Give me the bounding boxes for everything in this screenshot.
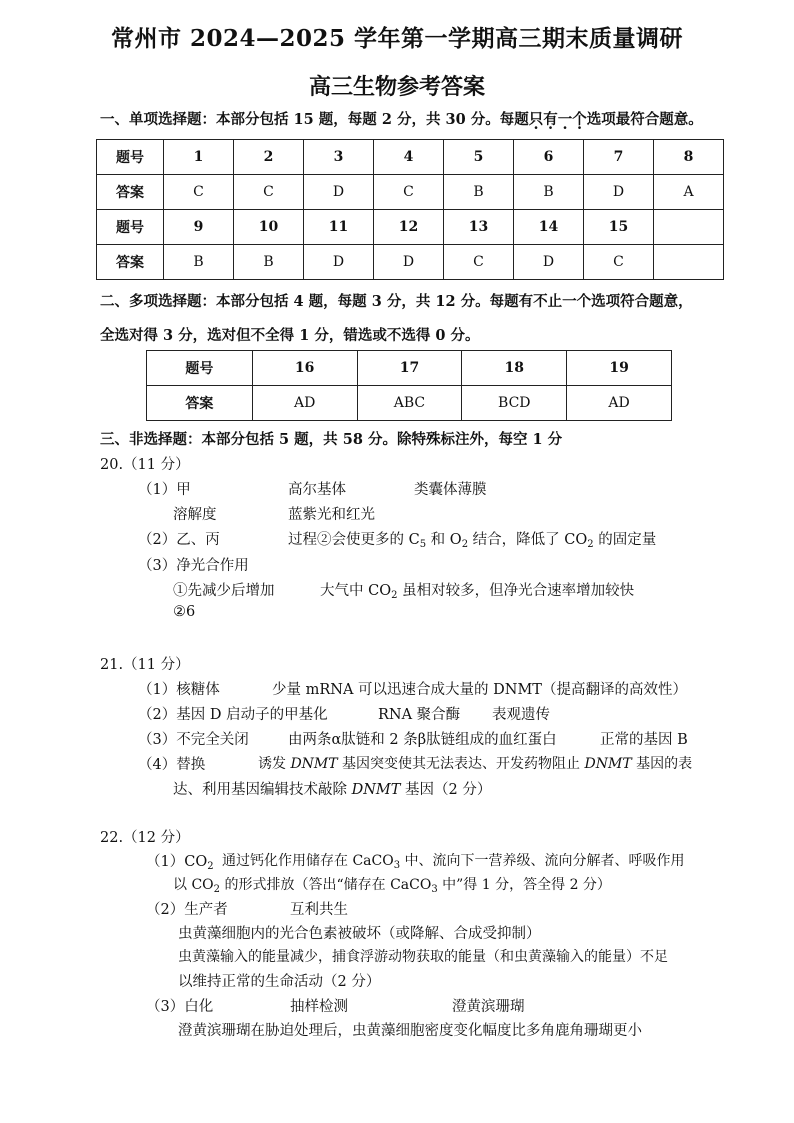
table-cell: BCD: [462, 386, 567, 421]
table-cell: 2: [234, 140, 304, 175]
table-cell: C: [444, 245, 514, 280]
row-label: 答案: [147, 386, 253, 421]
q20-p3-b: ①先减少后增加: [173, 583, 275, 599]
table-row: [147, 351, 672, 386]
q20-p3-a: （3）净光合作用: [138, 558, 249, 574]
q22-p1-a: $(1)CO_2$: [146, 854, 214, 872]
q21-p3-c: 正常的基因 B: [600, 732, 688, 748]
q22-label: 22.（12 分）: [100, 830, 190, 846]
table-row: [97, 140, 724, 175]
table-cell: 13: [444, 210, 514, 245]
table-cell: [654, 210, 724, 245]
table-cell: ABC: [357, 386, 462, 421]
row-label: 题号: [147, 351, 253, 386]
q20-p1-e: 蓝紫光和红光: [288, 507, 375, 523]
table-row: [97, 175, 724, 210]
q22-p2-d: 虫黄藻输入的能量减少，捕食浮游动物获取的能量（和虫黄藻输入的能量）不足: [178, 949, 668, 965]
q22-p3-a: （3）白化: [146, 999, 214, 1015]
q20-label: 20.（11 分）: [100, 457, 190, 473]
table-cell: 15: [584, 210, 654, 245]
q22-p3-c: 澄黄滨珊瑚: [452, 999, 525, 1015]
q22-p3-d: 澄黄滨珊瑚在胁迫处理后，虫黄藻细胞密度变化幅度比多角鹿角珊瑚更小: [178, 1023, 642, 1039]
section1-heading-pre: 一、单项选择题：本部分包括 15 题，每题 2 分，共 30 分。每题: [100, 111, 529, 128]
table-cell: B: [514, 175, 584, 210]
table-cell: B: [234, 245, 304, 280]
section2-heading-line2: 全选对得 3 分，选对但不全得 1 分，错选或不选得 0 分。: [100, 327, 480, 344]
table-cell: 3: [304, 140, 374, 175]
table-cell: AD: [252, 386, 357, 421]
q22-p2-e: 以维持正常的生命活动（2 分）: [178, 974, 381, 990]
table-cell: AD: [567, 386, 672, 421]
table-cell: C: [234, 175, 304, 210]
section3-heading: 三、非选择题：本部分包括 5 题，共 58 分。除特殊标注外，每空 1 分: [100, 431, 563, 448]
q22-p1-c: 以 $CO_2$ 的形式排放（答出“储存在 CaCO$_3$ 中”得 1 分，答全得 2 分）: [173, 877, 611, 895]
table-cell: D: [584, 175, 654, 210]
table-cell: 16: [252, 351, 357, 386]
q20-p1-b: 高尔基体: [288, 482, 346, 498]
table-cell: D: [304, 245, 374, 280]
section1-heading-post: 选项最符合题意。: [586, 111, 703, 128]
table-cell: 4: [374, 140, 444, 175]
row-label: 题号: [97, 210, 164, 245]
page-title: 常州市 2024—2025 学年第一学期高三期末质量调研: [110, 25, 684, 52]
q20-p1-c: 类囊体薄膜: [414, 482, 487, 498]
q21-p1-b: 少量 mRNA 可以迅速合成大量的 DNMT（提高翻译的高效性）: [272, 682, 687, 698]
q21-p4-a: （4）替换: [138, 757, 206, 773]
table-cell: 19: [567, 351, 672, 386]
q22-p3-b: 抽样检测: [290, 999, 348, 1015]
q22-p2-a: （2）生产者: [146, 902, 228, 918]
q20-p1-a: （1）甲: [138, 482, 191, 498]
multiple-choice-table: [146, 350, 672, 421]
table-cell: 1: [164, 140, 234, 175]
row-label: 答案: [97, 175, 164, 210]
q22-p2-b: 互利共生: [290, 902, 348, 918]
table-cell: 11: [304, 210, 374, 245]
table-cell: 17: [357, 351, 462, 386]
q20-p3-c: 大气中 $CO_2$ 虽相对较多，但净光合速率增加较快: [320, 583, 635, 601]
q22-p1-b: 通过钙化作用储存在 CaCO$_3$ 中、流向下一营养级、流向分解者、呼吸作用: [222, 853, 685, 871]
table-cell: C: [374, 175, 444, 210]
table-row: [97, 210, 724, 245]
q21-p4-b: 诱发 DNMT 基因突变使其无法表达、开发药物阻止 DNMT 基因的表: [258, 756, 693, 772]
table-cell: B: [164, 245, 234, 280]
table-cell: 5: [444, 140, 514, 175]
q21-p2-a: （2）基因 D 启动子的甲基化: [138, 707, 328, 723]
single-choice-table: [96, 139, 724, 280]
table-cell: 18: [462, 351, 567, 386]
table-cell: C: [164, 175, 234, 210]
q21-p4-c: 达、利用基因编辑技术敲除 DNMT 基因（2 分）: [173, 782, 492, 798]
table-row: [97, 245, 724, 280]
section2-heading-line1: 二、多项选择题：本部分包括 4 题，每题 3 分，共 12 分。每题有不止一个选项符合题意，: [100, 293, 693, 310]
table-cell: [654, 245, 724, 280]
section1-heading: [100, 108, 703, 129]
q20-p2-b: 过程②会使更多的 $C_5$ 和 $O_2$ 结合，降低了 $CO_2$ 的固定量: [288, 532, 657, 550]
table-cell: D: [374, 245, 444, 280]
table-cell: 6: [514, 140, 584, 175]
table-cell: 8: [654, 140, 724, 175]
table-row: [147, 386, 672, 421]
q20-p2-a: （2）乙、丙: [138, 532, 220, 548]
table-cell: 14: [514, 210, 584, 245]
q20-p1-d: 溶解度: [173, 507, 217, 523]
page-subtitle: 高三生物参考答案: [308, 74, 485, 100]
q21-p3-b: 由两条α肽链和 2 条β肽链组成的血红蛋白: [288, 732, 557, 748]
q20-p3-d: ②6: [173, 604, 196, 620]
q21-label: 21.（11 分）: [100, 657, 190, 673]
table-cell: D: [514, 245, 584, 280]
row-label: 题号: [97, 140, 164, 175]
q21-p2-c: 表观遗传: [492, 707, 550, 723]
table-cell: B: [444, 175, 514, 210]
q22-p2-c: 虫黄藻细胞内的光合色素被破坏（或降解、合成受抑制）: [178, 926, 541, 942]
table-cell: A: [654, 175, 724, 210]
table-cell: C: [584, 245, 654, 280]
table-cell: D: [304, 175, 374, 210]
table-cell: 10: [234, 210, 304, 245]
table-cell: 12: [374, 210, 444, 245]
row-label: 答案: [97, 245, 164, 280]
q21-p3-a: （3）不完全关闭: [138, 732, 249, 748]
q21-p2-b: RNA 聚合酶: [378, 707, 461, 723]
section1-heading-dotted: 只有一个: [528, 111, 587, 128]
table-cell: 7: [584, 140, 654, 175]
q21-p1-a: （1）核糖体: [138, 682, 220, 698]
table-cell: 9: [164, 210, 234, 245]
